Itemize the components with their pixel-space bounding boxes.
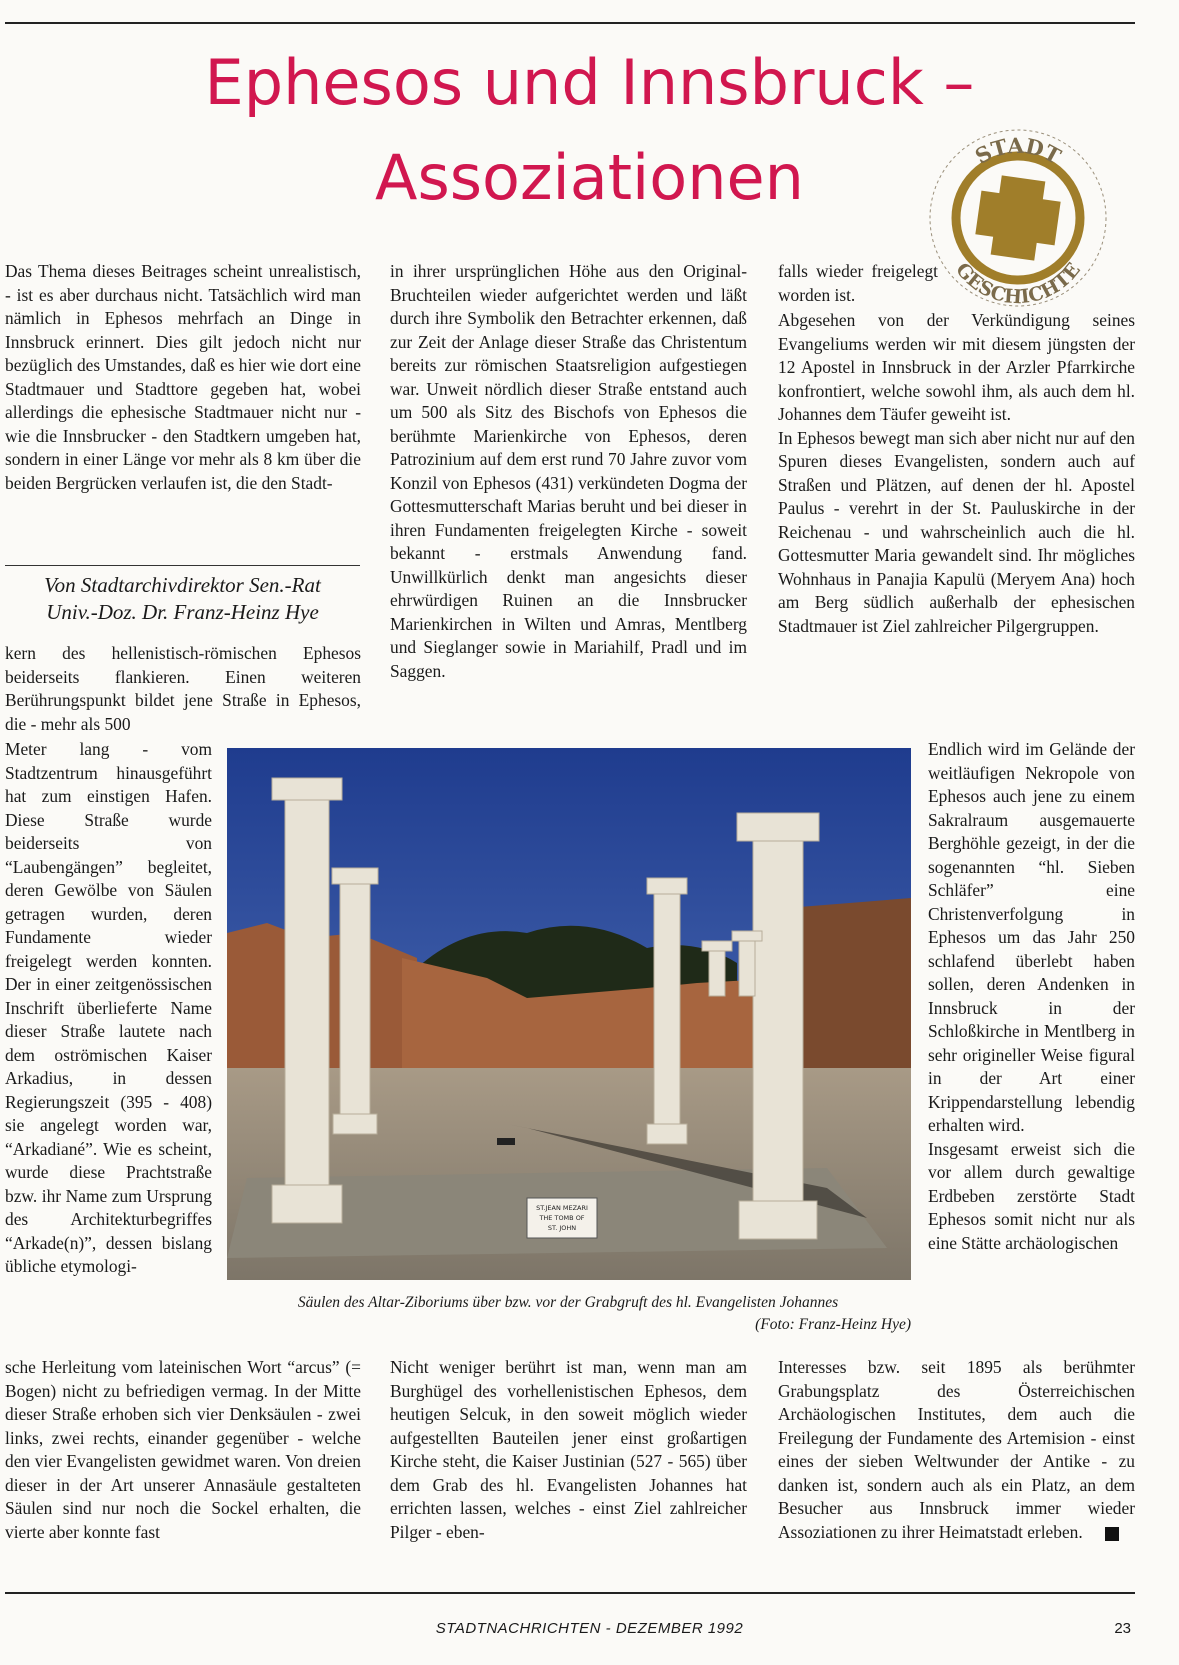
footer-publication: STADTNACHRICHTEN - DEZEMBER 1992 (435, 1620, 744, 1637)
title-line-1: Ephesos und Innsbruck – (204, 46, 975, 119)
byline-line-2: Univ.-Doz. Dr. Franz-Heinz Hye (46, 600, 319, 624)
caption-credit: (Foto: Franz-Heinz Hye) (755, 1316, 911, 1333)
photo-sign-line-3: ST. JOHN (547, 1224, 577, 1232)
col3-narrow: Endlich wird im Gelände der weitläufigen Nekropole von Ephesos auch jene zu einem Sakralraum ausgemauerte Berghöhle gezeigt, in der die sogenannten “hl. Sieben Schläfer” eine Christenverfolgung in Ephesos um das Jahr 250 schlafend überlebt haben sollen, deren Andenken in Innsbruck in der Schloßkirche in Mentlberg in sehr origineller Weise figural in der Art einer Krippendarstellung lebendig erhalten wird. Insgesamt erweist sich die vor allem durch gewaltige Erdbeben zerstörte Stadt Ephesos somit nicht nur als eine Stätte archäologischen (928, 739, 1135, 1253)
end-mark (1105, 1527, 1119, 1541)
col2-top: in ihrer ursprünglichen Höhe aus den Original-Bruchteilen wieder aufgerichtet werden und läßt durch ihre Symbolik den Betrachter erkennen, daß zur Zeit der Anlage dieser Straße das Christentum bereits zur römischen Staatsreligion aufgestiegen war. Unweit nördlich dieser Straße entstand auch um 500 als Sitz des Bischofs von Ephesos die berühmte Marienkirche von Ephesos, deren Patrozinium auf dem erst rund 70 Jahre zuvor vom Konzil von Ephesos (431) verkündeten Dogma der Gottesmutterschaft Marias beruht und bei dieser in ihren Fundamenten freigelegten Kirche - soweit bekannt - erstmals Anwendung fand. Unwillkürlich denkt man angesichts dieser ehrwürdigen Ruinen an die Innsbrucker Marienkirchen in Wilten und Amras, Mentlberg und Sieglanger sowie in Mariahilf, Pradl und im Saggen. (390, 261, 747, 681)
col1-middle: kern des hellenistisch-römischen Ephesos beiderseits flankieren. Einen weiteren Berührungspunkt bildet jene Straße in Ephesos, die - mehr als 500 (5, 643, 361, 734)
col1-bottom: sche Herleitung vom lateinischen Wort “arcus” (= Bogen) nicht zu befriedigen vermag. In der Mitte dieser Straße erhoben sich vier Denksäulen - zwei links, zwei rechts, einander gegenüber - welche den vier Evangelisten gewidmet waren. Von dreien dieser in der Art unserer Annasäule gestalteten Säulen sind nur noch die Sockel erhalten, die vierte aber konnte fast (5, 1357, 361, 1542)
title-line-2: Assoziationen (375, 141, 804, 214)
col2-bottom: Nicht weniger berührt ist man, wenn man am Burghügel des vorhellenistischen Ephesos, dem heutigen Selcuk, in den soweit möglich wieder aufgestellten Bauteilen jener einst großartigen Kirche steht, die Kaiser Justinian (527 - 565) über dem Grab des hl. Evangelisten Johannes hat errichten lassen, welches - einst Ziel zahlreicher Pilger - eben- (390, 1357, 747, 1542)
col3-bottom: Interesses bzw. seit 1895 als berühmter Grabungsplatz des Österreichischen Archäologischen Institutes, dem auch die Freilegung der Fundamente des Artemision - einst eines der sieben Weltwunder der Antike - zu danken ist, sondern auch als ein Platz, an dem Besucher aus Innsbruck immer wieder Assoziationen zu ihrer Heimatstadt erleben. (778, 1357, 1135, 1542)
col3-narrow-top: falls wieder freigelegt worden ist. (778, 261, 938, 305)
caption-text: Säulen des Altar-Ziboriums über bzw. vor der Grabgruft des hl. Evangelisten Johannes (297, 1294, 839, 1311)
byline-line-1: Von Stadtarchivdirektor Sen.-Rat (44, 573, 321, 597)
top-rule (5, 22, 1135, 24)
col1-narrow: Meter lang - vom Stadtzentrum hinausgeführt hat zum einstigen Hafen. Diese Straße wurde beiderseits von “Laubengängen” begleitet, deren Gewölbe von Säulen getragen wurden, deren Fundamente wieder freigelegt werden konnten. Der in einer zeitgenössischen Inschrift überlieferte Name dieser Straße lautete nach dem oströmischen Kaiser Arkadius, in dessen Regierungszeit (395 - 408) sie angelegt worden war, “Arkadiané”. Wie es scheint, wurde diese Prachtstraße bzw. ihr Name zum Ursprung des Architekturbegriffes “Arkade(n)”, dessen bislang übliche etymologi- (5, 739, 212, 1276)
stamp-bottom-text: GESCHICHTE (951, 258, 1085, 309)
stamp-top-text: STADT (970, 132, 1066, 169)
photo-sign-line-2: THE TOMB OF (539, 1214, 585, 1222)
photo-ephesos-columns (227, 748, 911, 1280)
photo-sign-line-1: ST.JEAN MEZARI (536, 1204, 588, 1212)
author-byline (5, 565, 360, 626)
page-number: 23 (1114, 1620, 1131, 1637)
bottom-rule (5, 1592, 1135, 1594)
col1-top: Das Thema dieses Beitrages scheint unrealistisch, - ist es aber durchaus nicht. Tatsächlich wird man nämlich in Ephesos mehrfach an Dinge in Innsbruck erinnert. Dies gilt jedoch nicht nur bezüglich des Umstandes, daß es hier wie dort eine Stadtmauer und Stadttore gegeben hat, wobei allerdings die ephesische Stadtmauer nicht nur - wie die Innsbrucker - den Stadtkern umgeben hat, sondern in einer Länge vor mehr als 8 km über die beiden Bergrücken verlaufen ist, die den Stadt- (5, 261, 361, 493)
stadt-geschichte-stamp (918, 118, 1118, 318)
col3-top: Abgesehen von der Verkündigung seines Evangeliums werden wir mit diesem jüngsten der 12 Apostel in Innsbruck in der Arzler Pfarrkirche konfrontiert, welche sowohl ihm, als auch dem hl. Johannes dem Täufer geweiht ist. In Ephesos bewegt man sich aber nicht nur auf den Spuren dieses Evangelisten, sondern auch auf Straßen und Plätzen, auf denen der hl. Apostel Paulus - verehrt in der St. Pauluskirche in der Reichenau - und wahrscheinlich auch die hl. Gottesmutter Maria gewandelt sind. Ihr mögliches Wohnhaus in Panajia Kapulü (Meryem Ana) hoch am Berg südlich außerhalb der ephesischen Stadtmauer ist Ziel zahlreicher Pilgergruppen. (778, 310, 1135, 636)
photo-caption (225, 1292, 911, 1336)
svg-text:STADT (971, 133, 1066, 169)
